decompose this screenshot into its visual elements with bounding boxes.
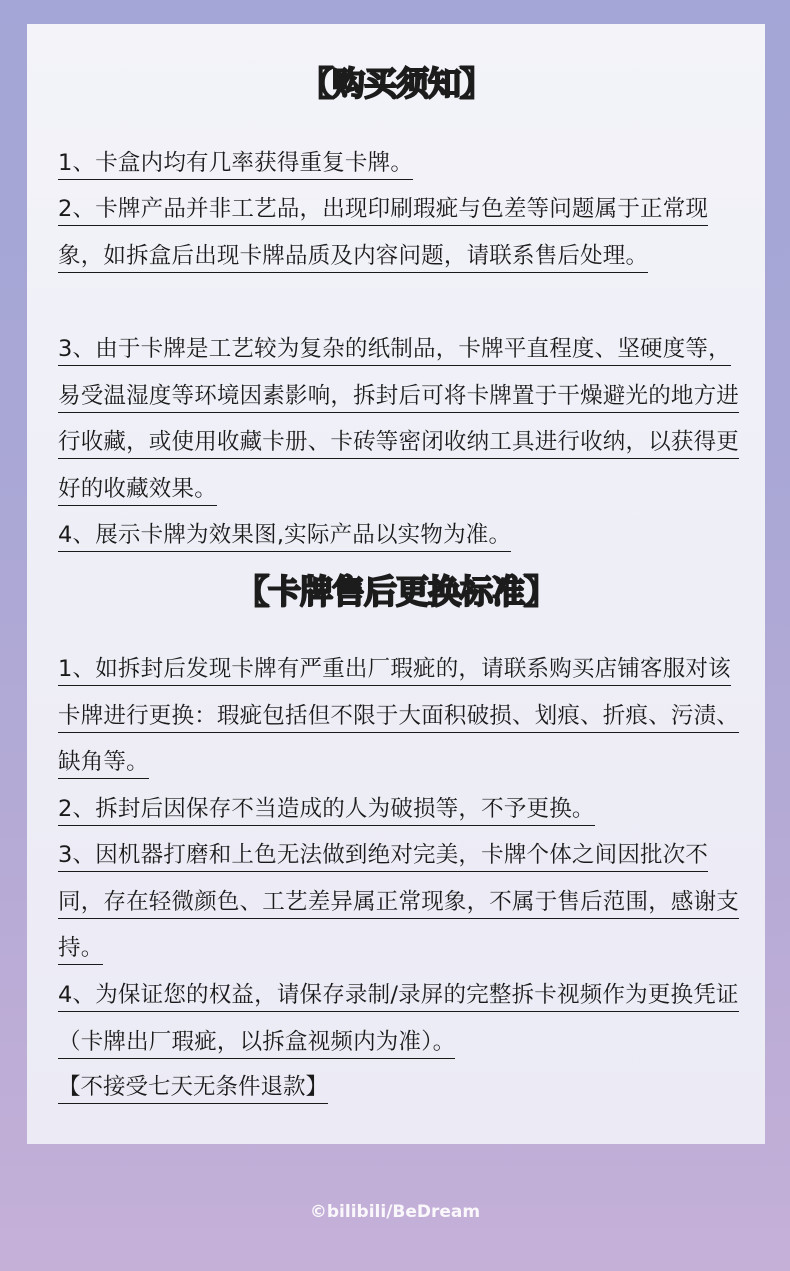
copyright-watermark: ©bilibili/BeDream — [309, 1202, 481, 1222]
replacement-standard-title: 〖卡牌售后更换标准〗 — [236, 572, 556, 611]
purchase-notice-item-3: 3、由于卡牌是工艺较为复杂的纸制品，卡牌平直程度、坚硬度等，易受温湿度等环境因素影响，拆封后可将卡牌置于干燥避光的地方进行收藏，或使用收藏卡册、卡砖等密闭收纳工具进行收纳，以获得更好的收藏效果。 — [58, 326, 746, 512]
replacement-item-1: 1、如拆封后发现卡牌有严重出厂瑕疵的，请联系购买店铺客服对该卡牌进行更换：瑕疵包括但不限于大面积破损、划痕、折痕、污渍、缺角等。 — [58, 646, 746, 786]
purchase-notice-item-2: 2、卡牌产品并非工艺品，出现印刷瑕疵与色差等问题属于正常现象，如拆盒后出现卡牌品质及内容问题，请联系售后处理。 — [58, 186, 746, 279]
purchase-notice-item-4: 4、展示卡牌为效果图,实际产品以实物为准。 — [58, 512, 746, 559]
replacement-item-2: 2、拆封后因保存不当造成的人为破损等，不予更换。 — [58, 786, 746, 833]
purchase-notice-item-1: 1、卡盒内均有几率获得重复卡牌。 — [58, 140, 746, 187]
purchase-notice-title: 〖购买须知〗 — [300, 64, 492, 103]
replacement-item-4: 4、为保证您的权益，请保存录制/录屏的完整拆卡视频作为更换凭证（卡牌出厂瑕疵，以拆盒视频内为准）。 — [58, 972, 746, 1065]
replacement-item-3: 3、因机器打磨和上色无法做到绝对完美，卡牌个体之间因批次不同，存在轻微颜色、工艺差异属正常现象，不属于售后范围，感谢支持。 — [58, 832, 746, 972]
no-refund-note: 【不接受七天无条件退款】 — [58, 1064, 328, 1111]
notice-card — [27, 24, 765, 1144]
